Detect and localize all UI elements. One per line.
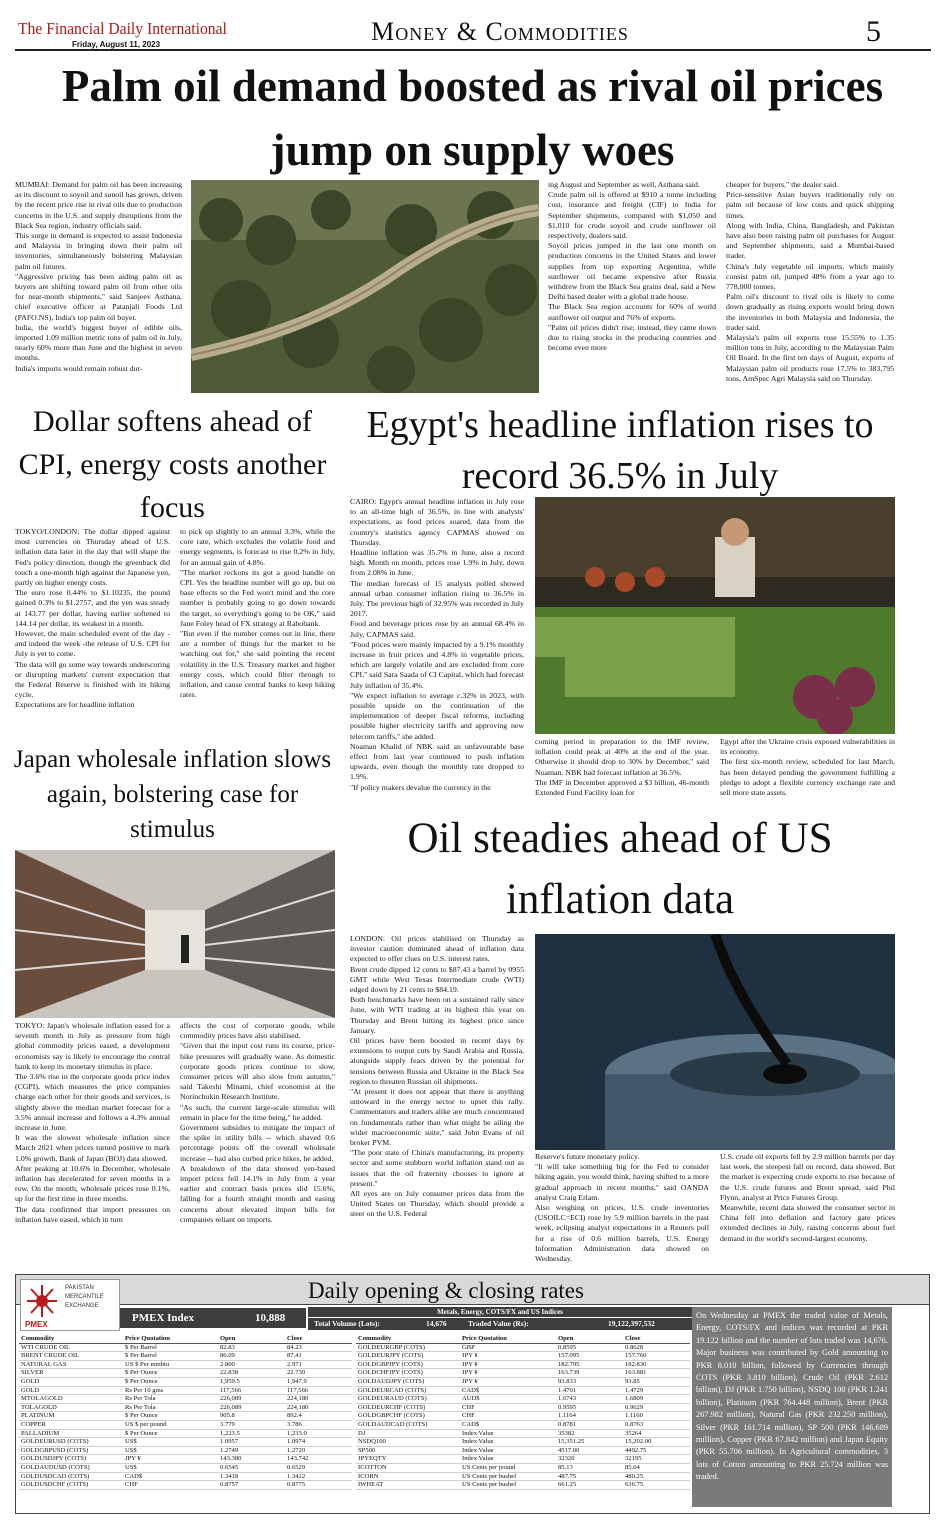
pmex-index-value: 10,888 bbox=[255, 1312, 286, 1324]
page-number: 5 bbox=[866, 15, 881, 48]
cell-close: 1.3422 bbox=[285, 1472, 352, 1481]
col-close: Close bbox=[285, 1335, 352, 1343]
cell-close: 182.830 bbox=[623, 1360, 690, 1369]
cell-commodity: MTOLAGOLD bbox=[19, 1395, 123, 1404]
supermarket-image bbox=[15, 850, 335, 1018]
oil-col2: Reserve's future monetary policy. "It will take something big for the Fed to consider hiking again, you would think, having shifted to a more gradual approach in recent months," said OANDA analyst Craig Erlam. Also weighing on prices, U.S. crude inventories (USOILC=ECI) rose by 5.9 million barrels in the past week, eclipsing analyst expectations in a Reuters poll for a rise of 0.6 million barrels, U.S. Energy Information Administration data showed on Wednesday. bbox=[535, 1152, 709, 1264]
cell-open: 0.9595 bbox=[556, 1403, 623, 1412]
col-open: Open bbox=[556, 1335, 623, 1343]
oil-col1: LONDON: Oil prices stabilised on Thursday as investor caution dominated ahead of inflation data expected to offer clues on U.S. interest rates. Brent crude dipped 12 cents to $87.43 a barrel by 0955 GMT while West Texas Intermediate crude (WTI) edged down by 21 cents to $84.19. Both benchmarks have been on a sustained rally since June, with WTI trading at its highest this year on Thursday and Brent hitting its highest price since January. Oil prices have been boosted in recent days by extensions to output cuts by Saudi Arabia and Russia, alongside supply fears driven by the potential for tensions between Russia and Ukraine in the Black Sea region to threaten Russian oil shipments. "At present it does not appear that there is anything untoward in the energy sector to upset this rally. Commentators and traders alike are much concentrated on fundamentals rather than what might be ailing the wider macroeconomic suite," said John Evans of oil broker PVM. "The poor state of China's manufacturing, its property sector and some stubborn world inflation stand out as issues that the oil fraternity chooses to ignore at present." All eyes are on July consumer prices data from the United States on Thursday, which should provide a steer on the U.S. Federal bbox=[350, 934, 524, 1219]
pmex-index-box bbox=[120, 1308, 306, 1328]
rates-row bbox=[356, 1369, 690, 1378]
cell-quotation: JPY ¥ bbox=[460, 1369, 556, 1378]
rates-table-left bbox=[19, 1335, 352, 1490]
cell-open: 0.8757 bbox=[218, 1481, 285, 1490]
rates-row bbox=[19, 1403, 352, 1412]
cell-open: 3.779 bbox=[218, 1420, 285, 1429]
rates-row bbox=[19, 1412, 352, 1421]
egypt-market-photo bbox=[535, 497, 895, 734]
rates-row bbox=[19, 1395, 352, 1404]
cell-quotation: Index Value bbox=[460, 1438, 556, 1447]
cell-commodity: NATURAL GAS bbox=[19, 1360, 123, 1369]
volume-label: Total Volume (Lots): bbox=[314, 1319, 380, 1328]
cell-open: 15,351.25 bbox=[556, 1438, 623, 1447]
paper-name: The Financial Daily International bbox=[18, 19, 227, 38]
rates-section bbox=[15, 1274, 930, 1514]
oil-headline: Oil steadies ahead of US inflation data bbox=[407, 815, 833, 923]
cell-commodity: ICORN bbox=[356, 1472, 460, 1481]
rates-row bbox=[19, 1455, 352, 1464]
cell-quotation: CHF bbox=[460, 1412, 556, 1421]
cell-open: 905.8 bbox=[218, 1412, 285, 1421]
cell-quotation: CAD$ bbox=[123, 1472, 218, 1481]
egypt-col3: Egypt after the Ukraine crisis exposed vulnerabilities in its economy. The first six-month review, scheduled for last March, has been delayed pending the government fulfilling a pledge to adopt a flexible currency exchange rate and sell more state assets. bbox=[720, 737, 895, 798]
cell-quotation: CHF bbox=[460, 1403, 556, 1412]
cell-commodity: WTI CRUDE OIL bbox=[19, 1343, 123, 1352]
cell-quotation: US$ bbox=[123, 1446, 218, 1455]
cell-commodity: GOLDUSDCHF (COTS) bbox=[19, 1481, 123, 1490]
rates-row bbox=[356, 1481, 690, 1490]
cell-quotation: AUD$ bbox=[460, 1395, 556, 1404]
cell-quotation: $ Per Ounce bbox=[123, 1429, 218, 1438]
cell-close: 3.786 bbox=[285, 1420, 352, 1429]
rates-row bbox=[356, 1438, 690, 1447]
rates-right-table bbox=[356, 1335, 690, 1490]
cell-open: 32320 bbox=[556, 1455, 623, 1464]
cell-open: 1.2749 bbox=[218, 1446, 285, 1455]
cell-close: 163.881 bbox=[623, 1369, 690, 1378]
oil-drum-image bbox=[535, 934, 895, 1150]
pmex-summary: On Wednesday at PMEX the traded value of Metals, Energy, COTS/FX and indices was recorded at PKR 19.122 billion and the number of lots traded was 14,676. Major business was contributed by Gold amounting to PKR 8.010 billion, followed by Currencies through COTS (PKR 3.810 billion), Crude Oil (PKR 2.612 billion), DJ (PKR 1.750 billion), NSDQ 100 (PKR 1.241 billion), Platinum (PKR 764.448 million), Brent (PKR 267.982 million), Natural Gas (PKR 232.250 million), Silver (PKR 161.714 million), SP 500 (PKR 146.689 million), Copper (PKR 67.842 million) and Japan Equity (PKR 55.706 million). In Agricultural commodities, 3 lots of Cotton amounting to PKR 25.724 million was traded. bbox=[696, 1311, 888, 1482]
rates-row bbox=[19, 1438, 352, 1447]
cell-quotation: GBP bbox=[460, 1343, 556, 1352]
cell-open: 1.1164 bbox=[556, 1412, 623, 1421]
egypt-col2: coming period in preparation to the IMF review, inflation could peak at 40% at the end of the year. Otherwise it should drop to 30% by December," said Noaman. NBK had forecast inflation at 36.5%. The IMF in December approved a $3 billion, 46-month Extended Fund Facility loan for bbox=[535, 737, 709, 798]
cell-quotation: US Cents per bushel bbox=[460, 1481, 556, 1490]
rates-row bbox=[356, 1463, 690, 1472]
cell-open: 487.75 bbox=[556, 1472, 623, 1481]
cell-open: 0.8781 bbox=[556, 1420, 623, 1429]
cell-quotation: US Cents per pound bbox=[460, 1463, 556, 1472]
cell-open: 93.833 bbox=[556, 1377, 623, 1386]
oil-col3: U.S. crude oil exports fell by 2.9 million barrels per day last week, the steepest fall on record, data showed. But the market is expecting crude exports to rise because of the U.S. crude futures and Brent spread, said Phil Flynn, analyst at Price Futures Group. Meanwhile, recent data showed the consumer sector in China fell into deflation and factory gate prices extended declines in July, raising concerns about fuel demand in the world's second-largest economy. bbox=[720, 1152, 895, 1243]
cell-quotation: Index Value bbox=[460, 1429, 556, 1438]
cell-quotation: Rs Per Tola bbox=[123, 1395, 218, 1404]
rates-table-right bbox=[356, 1335, 690, 1490]
supermarket-photo bbox=[15, 850, 335, 1018]
cell-commodity: GOLDEURCAD (COTS) bbox=[356, 1386, 460, 1395]
col-price-quotation: Price Quotation bbox=[460, 1335, 556, 1343]
cell-commodity: GOLDGBPJPY (COTS) bbox=[356, 1360, 460, 1369]
left-table-body bbox=[19, 1343, 352, 1489]
cell-close: 0.8775 bbox=[285, 1481, 352, 1490]
col-price-quotation: Price Quotation bbox=[123, 1335, 218, 1343]
cell-close: 85.04 bbox=[623, 1463, 690, 1472]
cell-close: 22.730 bbox=[285, 1369, 352, 1378]
cell-open: 117,566 bbox=[218, 1386, 285, 1395]
cell-commodity: GOLDAUDJPY (COTS) bbox=[356, 1377, 460, 1386]
rates-row bbox=[356, 1360, 690, 1369]
cell-quotation: JPY ¥ bbox=[460, 1377, 556, 1386]
cell-quotation: US$ bbox=[123, 1438, 218, 1447]
cell-close: 0.6529 bbox=[285, 1463, 352, 1472]
rates-row bbox=[356, 1403, 690, 1412]
right-table-body bbox=[356, 1343, 690, 1489]
pmex-logo bbox=[20, 1279, 120, 1331]
cell-commodity: BRENT CRUDE OIL bbox=[19, 1352, 123, 1361]
cell-quotation: JPY ¥ bbox=[460, 1360, 556, 1369]
cell-commodity: DJ bbox=[356, 1429, 460, 1438]
cell-commodity: GOLDAUDCAD (COTS) bbox=[356, 1420, 460, 1429]
cell-commodity: JPYEQTY bbox=[356, 1455, 460, 1464]
rates-row bbox=[19, 1360, 352, 1369]
cell-open: 35382 bbox=[556, 1429, 623, 1438]
cell-commodity: SILVER bbox=[19, 1369, 123, 1378]
cell-open: 226,089 bbox=[218, 1403, 285, 1412]
rates-row bbox=[356, 1395, 690, 1404]
cell-quotation: CHF bbox=[123, 1481, 218, 1490]
cell-quotation: US Cents per bushel bbox=[460, 1472, 556, 1481]
rates-row bbox=[19, 1377, 352, 1386]
cell-commodity: GOLDUSDCAD (COTS) bbox=[19, 1472, 123, 1481]
cell-close: 143.742 bbox=[285, 1455, 352, 1464]
rates-row bbox=[356, 1412, 690, 1421]
left-header-row bbox=[19, 1335, 352, 1343]
rates-left-table bbox=[19, 1335, 352, 1490]
cell-commodity: PLATINUM bbox=[19, 1412, 123, 1421]
cell-open: 1.4701 bbox=[556, 1386, 623, 1395]
rates-row bbox=[19, 1343, 352, 1352]
rates-row bbox=[19, 1369, 352, 1378]
cell-close: 87.41 bbox=[285, 1352, 352, 1361]
rates-row bbox=[356, 1420, 690, 1429]
cell-open: 1.6743 bbox=[556, 1395, 623, 1404]
rates-row bbox=[19, 1481, 352, 1490]
rates-subtitle: Metals, Energy, COTS/FX and US Indices bbox=[308, 1307, 692, 1317]
rates-title: Daily opening & closing rates bbox=[308, 1278, 584, 1303]
cell-open: 661.25 bbox=[556, 1481, 623, 1490]
cell-open: 85.13 bbox=[556, 1463, 623, 1472]
cell-quotation: CAD$ bbox=[460, 1420, 556, 1429]
cell-commodity: GOLDGBPCHF (COTS) bbox=[356, 1412, 460, 1421]
cell-open: 0.6545 bbox=[218, 1463, 285, 1472]
dollar-headline: Dollar softens ahead of CPI, energy costs another focus bbox=[18, 405, 327, 524]
cell-close: 1.6809 bbox=[623, 1395, 690, 1404]
cell-commodity: NSDQ100 bbox=[356, 1438, 460, 1447]
rates-row bbox=[19, 1386, 352, 1395]
cell-commodity: GOLDAUDUSD (COTS) bbox=[19, 1463, 123, 1472]
cell-quotation: Index Value bbox=[460, 1455, 556, 1464]
cell-open: 82.83 bbox=[218, 1343, 285, 1352]
cell-close: 1.0974 bbox=[285, 1438, 352, 1447]
cell-close: 1.4729 bbox=[623, 1386, 690, 1395]
dollar-col1: TOKYO/LONDON: The dollar dipped against most currencies on Thursday ahead of U.S. inflation data later in the day that will shape the Fed's policy direction, though the greenback did touch a one-month high against the Japanese yen, partly on higher energy costs. The euro rose 0.44% to $1.10235, the pound gained 0.3% to $1.2757, and the yen was steady at 143.77 per dollar, having earlier softened to 144.14 per dollar, its weakest in a month. However, the main scheduled event of the day - and indeed the week -the release of U.S. CPI for July is yet to come. The data will go some way towards underscoring or disrupting markets' current expectation that the Federal Reserve is finished with its hiking cycle. Expectations are for headline inflation bbox=[15, 527, 170, 710]
cell-commodity: ICOTTON bbox=[356, 1463, 460, 1472]
cell-commodity: GOLDEURGBP (COTS) bbox=[356, 1343, 460, 1352]
cell-open: 86.09 bbox=[218, 1352, 285, 1361]
cell-quotation: Index Value bbox=[460, 1446, 556, 1455]
cell-close: 636.75 bbox=[623, 1481, 690, 1490]
pmex-logo-line1: PAKISTAN bbox=[65, 1285, 94, 1291]
pmex-logo-abbr: PMEX bbox=[25, 1320, 48, 1329]
cell-close: 224,180 bbox=[285, 1395, 352, 1404]
palm-plantation-photo bbox=[191, 180, 539, 393]
palm-oil-headline: Palm oil demand boosted as rival oil prices jump on supply woes bbox=[61, 61, 884, 175]
cell-close: 4492.75 bbox=[623, 1446, 690, 1455]
right-header-row bbox=[356, 1335, 690, 1343]
pmex-logo-icon bbox=[25, 1283, 59, 1319]
cell-commodity: COPPER bbox=[19, 1420, 123, 1429]
palm-oil-col1: MUMBAI: Demand for palm oil has been increasing as its discount to soyoil and sunoil has grown, driven by the recent price rise in rival oils due to production concerns in the U.S. and supply disruptions from the Black Sea region, industry officials said. This surge in demand is expected to assist Indonesia and Malaysia in bringing down their palm oil inventories, simultaneously bolstering Malaysian palm oil futures. "Aggressive pricing has been aiding palm oil as buyers are shifting toward palm oil from other oils for near-month shipments," said Sanjeev Asthana, chief executive officer at Patanjali Foods Ltd (PAFO.NS), India's top palm oil buyer. India, the world's biggest buyer of edible oils, imported 1.09 million metric tons of palm oil in July, nearly 60% more than June and the highest in seven months. India's imports would remain robust dur- bbox=[15, 180, 182, 373]
rates-stats-bar bbox=[308, 1318, 692, 1330]
issue-date: Friday, August 11, 2023 bbox=[72, 40, 161, 49]
cell-commodity: GOLDEURCHF (COTS) bbox=[356, 1403, 460, 1412]
cell-open: 182.795 bbox=[556, 1360, 623, 1369]
cell-open: 4517.00 bbox=[556, 1446, 623, 1455]
cell-open: 226,089 bbox=[218, 1395, 285, 1404]
rates-row bbox=[356, 1429, 690, 1438]
cell-close: 224,180 bbox=[285, 1403, 352, 1412]
cell-commodity: GOLDEURJPY (COTS) bbox=[356, 1352, 460, 1361]
japan-col1: TOKYO: Japan's wholesale inflation eased for a seventh month in July as pressure from high global commodity prices eased, a development economists say is likely to encourage the central bank to keep its monetary stimulus in place. The 3.6% rise in the corporate goods price index (CGPI), which measures the price companies charge each other for their goods and services, is slightly above the median market forecast for a 3.5% annual increase and follows a 4.3% annual increase in June. It was the slowest wholesale inflation since March 2021 when prices turned positive to mark 1.0% growth, Bank of Japan (BOJ) data showed. After peaking at 10.6% in December, wholesale inflation has decelerated for seven months in a row. On the month, wholesale prices rose 0.1%, up for the first time in three months. The data confirmed that import pressures on inflation have eased, which in turn bbox=[15, 1021, 170, 1224]
rates-row bbox=[19, 1352, 352, 1361]
cell-close: 84.23 bbox=[285, 1343, 352, 1352]
rates-row bbox=[19, 1463, 352, 1472]
japan-headline: Japan wholesale inflation slows again, bolstering case for stimulus bbox=[13, 746, 332, 843]
rates-row bbox=[356, 1472, 690, 1481]
rates-row bbox=[356, 1455, 690, 1464]
traded-value: 19,122,397,532 bbox=[608, 1319, 655, 1328]
cell-commodity: GOLDCHFJPY (COTS) bbox=[356, 1369, 460, 1378]
cell-close: 1.1160 bbox=[623, 1412, 690, 1421]
cell-close: 892.4 bbox=[285, 1412, 352, 1421]
pmex-summary-box bbox=[692, 1307, 892, 1507]
col-commodity: Commodity bbox=[19, 1335, 123, 1343]
cell-quotation: CAD$ bbox=[460, 1386, 556, 1395]
rates-row bbox=[19, 1429, 352, 1438]
cell-close: 1.2720 bbox=[285, 1446, 352, 1455]
cell-close: 35264 bbox=[623, 1429, 690, 1438]
col-open: Open bbox=[218, 1335, 285, 1343]
cell-close: 117,566 bbox=[285, 1386, 352, 1395]
volume-value: 14,676 bbox=[426, 1319, 447, 1328]
cell-quotation: US $ per pound bbox=[123, 1420, 218, 1429]
traded-value-label: Traded Value (Rs): bbox=[468, 1319, 529, 1328]
palm-oil-col2: ing August and September as well, Asthana said. Crude palm oil is offered at $910 a tonne including cost, insurance and freight (CIF) to India for September shipments, compared with $1,050 and $1,010 for crude soyoil and crude sunflower oil respectively, dealers said. Soyoil prices jumped in the last one month on production concerns in the United States and lower supplies from top exporting Argentina, while sunflower oil became expensive after Russia withdrew from the Black Sea grains deal, said a New Delhi based dealer with a global trade house. The Black Sea region accounts for 60% of world sunflower oil output and 76% of exports. "Palm oil prices didn't rise; instead, they came down due to rising stocks in the producing countries and become even more bbox=[548, 180, 716, 353]
cell-close: 1,947.9 bbox=[285, 1377, 352, 1386]
col-close: Close bbox=[623, 1335, 690, 1343]
cell-close: 157.760 bbox=[623, 1352, 690, 1361]
cell-close: 15,202.00 bbox=[623, 1438, 690, 1447]
cell-close: 0.8628 bbox=[623, 1343, 690, 1352]
cell-close: 1,233.0 bbox=[285, 1429, 352, 1438]
cell-open: 0.8595 bbox=[556, 1343, 623, 1352]
cell-open: 143.380 bbox=[218, 1455, 285, 1464]
rates-row bbox=[19, 1420, 352, 1429]
pmex-logo-line2: MERCANTILE bbox=[65, 1294, 104, 1300]
cell-open: 1,959.5 bbox=[218, 1377, 285, 1386]
rates-row bbox=[356, 1352, 690, 1361]
cell-close: 93.85 bbox=[623, 1377, 690, 1386]
cell-quotation: US $ Per mmbtu bbox=[123, 1360, 218, 1369]
cell-quotation: $ Per Ounce bbox=[123, 1412, 218, 1421]
egypt-col1: CAIRO: Egypt's annual headline inflation in July rose to an all-time high of 36.5%, in line with analysts' expectations, as food prices soared, data from the country's statistics agency CAPMAS showed on Thursday. Headline inflation was 35.7% in June, also a record high. Month on month, prices rose 1.9% in July, down from 2.08% in June. The median forecast of 15 analysts polled showed annual urban consumer inflation rising to 36.5% in July. The previous high of 32.95% was recorded in July 2017. Food and beverage prices rose by an annual 68.4% in July, CAPMAS said. "Food prices were mainly impacted by a 9.1% monthly increase in fruit prices and 4.8% in vegetable prices, which are largely volatile and are excluded from core CPI," said Sara Saada of CI Capital, which had forecast July inflation of 35.4%. "We expect inflation to average c.32% in 2023, with possible upside on the continuation of the implementation of deeper fiscal reforms, including possible higher electricity tariffs and approving new telecom tariffs," she added. Noaman Khalid of NBK said an unfavourable base effect from last year continued to push inflation upwards, even though the monthly rate dropped to 1.9%. "If policy makers devalue the currency in the bbox=[350, 497, 524, 792]
cell-close: 0.8763 bbox=[623, 1420, 690, 1429]
cell-open: 163.739 bbox=[556, 1369, 623, 1378]
cell-open: 2.800 bbox=[218, 1360, 285, 1369]
cell-open: 1.3418 bbox=[218, 1472, 285, 1481]
cell-open: 1.0957 bbox=[218, 1438, 285, 1447]
cell-commodity: SP500 bbox=[356, 1446, 460, 1455]
cell-close: 2.971 bbox=[285, 1360, 352, 1369]
col-commodity: Commodity bbox=[356, 1335, 460, 1343]
cell-commodity: GOLDGBPUSD (COTS) bbox=[19, 1446, 123, 1455]
pmex-logo-line3: EXCHANGE bbox=[65, 1303, 99, 1309]
cell-quotation: $ Per Barrel bbox=[123, 1343, 218, 1352]
cell-quotation: Rs Per 10 gms bbox=[123, 1386, 218, 1395]
rates-row bbox=[19, 1472, 352, 1481]
rates-row bbox=[356, 1343, 690, 1352]
dollar-col2: to pick up slightly to an annual 3.3%, while the core rate, which excludes the volatile food and energy segments, is forecast to rise 0.2% in July, for an annual gain of 4.8%. "The market reckons its got a good handle on CPI. Yes the headline number will go up, but on base effects so the Fed won't mind and the core number is probably going to go down towards the target, so everything's going to be OK," said Jane Foley head of FX strategy at Rabobank. "But even if the number comes out in line, there are a number of things for the market to be watching out for," she said pointing the recent volatility in the U.S. Treasury market and higher energy costs, which could filter through to inflation, and cause central banks to keep hiking rates. bbox=[180, 527, 335, 700]
cell-commodity: PALLADIUM bbox=[19, 1429, 123, 1438]
rates-row bbox=[19, 1446, 352, 1455]
section-name: Money & Commodities bbox=[371, 17, 629, 46]
cell-quotation: $ Per Barrel bbox=[123, 1352, 218, 1361]
cell-close: 0.9629 bbox=[623, 1403, 690, 1412]
rates-row bbox=[356, 1446, 690, 1455]
egypt-market-image bbox=[535, 497, 895, 734]
japan-col2: affects the cost of corporate goods, while commodity prices have also stabilised. "Given that the input cost runs its course, price-hike pressures will gradually wane. As domestic corporate goods prices continue to slow, consumer prices will also slow from autumn," said Takeshi Minami, chief economist at the Norinchukin Research Institute. "As such, the current large-scale stimulus will remain in place for the time being," he added. Government subsidies to mitigate the impact of the spike in utility bills -- which shaved 0.6 percentage points off the overall wholesale increase -- had also curbed price hikes, he added. A breakdown of the data showed yen-based import prices fell 14.1% in July from a year earlier and contract basis prices slid 15.6%, falling for a fourth straight month and easing concerns about elevated import bills for companies reliant on imports. bbox=[180, 1021, 335, 1224]
cell-quotation: US$ bbox=[123, 1463, 218, 1472]
cell-commodity: IWHEAT bbox=[356, 1481, 460, 1490]
rates-row bbox=[356, 1386, 690, 1395]
cell-commodity: GOLDEURAUD (COTS) bbox=[356, 1395, 460, 1404]
masthead bbox=[0, 0, 945, 56]
cell-commodity: GOLD bbox=[19, 1377, 123, 1386]
cell-quotation: JPY ¥ bbox=[123, 1455, 218, 1464]
cell-quotation: $ Per Ounce bbox=[123, 1377, 218, 1386]
cell-quotation: JPY ¥ bbox=[460, 1352, 556, 1361]
pmex-index-label: PMEX Index bbox=[132, 1312, 195, 1324]
oil-drum-photo bbox=[535, 934, 895, 1150]
cell-quotation: $ Per Ounce bbox=[123, 1369, 218, 1378]
cell-commodity: GOLDEURUSD (COTS) bbox=[19, 1438, 123, 1447]
cell-open: 1,223.5 bbox=[218, 1429, 285, 1438]
cell-quotation: Rs Per Tola bbox=[123, 1403, 218, 1412]
palm-oil-col3: cheaper for buyers," the dealer said. Price-sensitive Asian buyers traditionally rely on palm oil because of low costs and quick shipping times. Along with India, China, Bangladesh, and Pakistan have also been raising palm oil purchases for August and September shipments, said a Mumbai-based trader. China's July vegetable oil imports, which mainly consist palm oil, jumped 48% from a year ago to 778,000 tonnes. Palm oil's discount to rival oils is likely to come down gradually as rising exports would bring down the inventories in both Malaysia and Indonesia, the trader said. Malaysia's palm oil exports rose 15.55% to 1.35 million tons in July, according to the Malaysian Palm Oil Board. In the first ten days of August, exports of Malaysian palm oil products rose 17.5% to 383,795 tons, AmSpec Agri Malaysia said on Thursday. bbox=[726, 180, 894, 383]
cell-open: 157.095 bbox=[556, 1352, 623, 1361]
cell-open: 22.838 bbox=[218, 1369, 285, 1378]
palm-plantation-image bbox=[191, 180, 539, 393]
cell-commodity: TOLAGOLD bbox=[19, 1403, 123, 1412]
cell-close: 480.25 bbox=[623, 1472, 690, 1481]
masthead-rule bbox=[15, 49, 931, 51]
rates-row bbox=[356, 1377, 690, 1386]
egypt-headline: Egypt's headline inflation rises to record 36.5% in July bbox=[366, 404, 874, 497]
cell-commodity: GOLD bbox=[19, 1386, 123, 1395]
cell-commodity: GOLDUSDJPY (COTS) bbox=[19, 1455, 123, 1464]
cell-close: 32195 bbox=[623, 1455, 690, 1464]
